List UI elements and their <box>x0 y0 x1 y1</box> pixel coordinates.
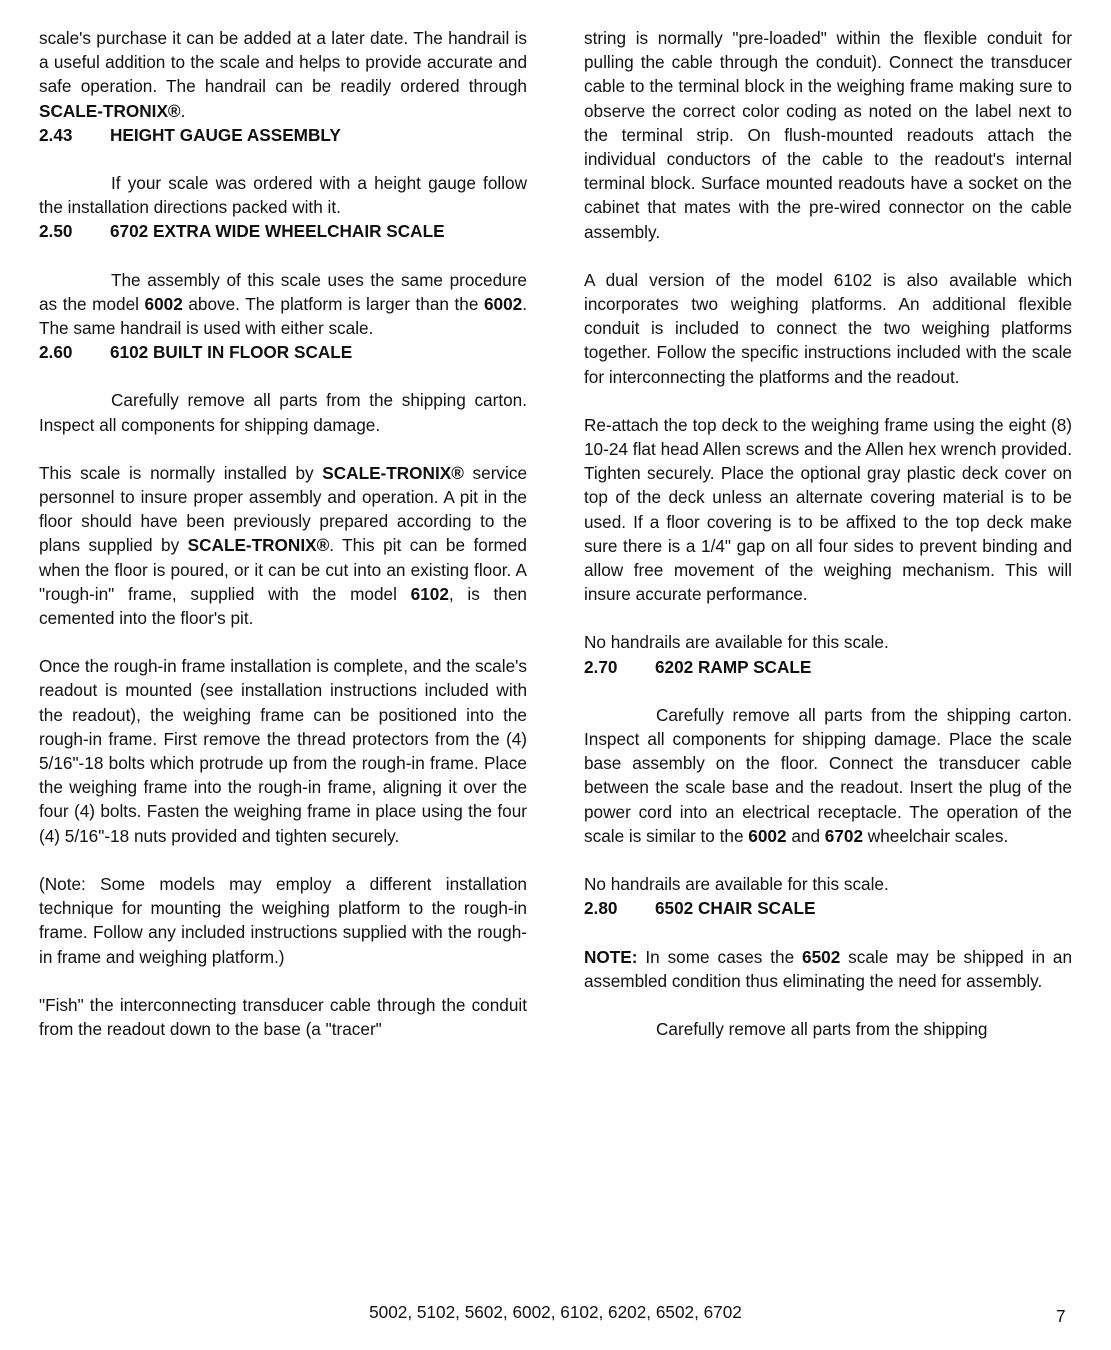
section-heading-2-60 <box>39 340 527 364</box>
section-heading-2-43 <box>39 123 527 147</box>
page-number: 7 <box>1056 1306 1066 1326</box>
model-number: 6002 <box>748 825 787 846</box>
no-handrails-note: No handrails are available for this scale. <box>584 632 889 653</box>
right-column <box>584 26 1072 1041</box>
section-title: 6202 RAMP SCALE <box>655 656 812 677</box>
brand-name: SCALE-TRONIX® <box>322 462 464 483</box>
floor-scale-unpack-paragraph: Carefully remove all parts from the shipping carton. Inspect all components for shipping damage. <box>39 390 527 435</box>
section-title: HEIGHT GAUGE ASSEMBLY <box>110 124 341 145</box>
ramp-scale-paragraph: Carefully remove all parts from the shipping carton. Inspect all components for shipping damage. Place the scale base assembly on the floor. Connect the transducer cable between the scale base and the readout. Insert the plug of the power cord into an electrical receptacle. The operation of the scale is similar to the 6002 and 6702 wheelchair scales. <box>584 704 1072 846</box>
section-title: 6102 BUILT IN FLOOR SCALE <box>110 342 353 363</box>
section-number: 2.80 <box>584 898 618 919</box>
section-number: 2.43 <box>39 124 73 145</box>
brand-name: SCALE-TRONIX® <box>187 535 330 556</box>
chair-scale-note-paragraph: NOTE: In some cases the 6502 scale may be shipped in an assembled condition thus eliminating the need for assembly. <box>584 946 1073 991</box>
wheelchair-scale-paragraph: The assembly of this scale uses the same procedure as the model 6002 above. The platform is larger than the 6002. The same handrail is used with either scale. <box>39 269 527 339</box>
section-title: 6502 CHAIR SCALE <box>655 898 816 919</box>
section-number: 2.50 <box>39 221 73 242</box>
handrail-paragraph: scale's purchase it can be added at a later date. The handrail is a useful addition to the scale and helps to provide accurate and safe operation. The handrail can be readily ordered through SCALE-TRONIX®. <box>39 28 527 121</box>
section-heading-2-50 <box>39 219 527 243</box>
no-handrails-note: No handrails are available for this scale. <box>584 874 889 895</box>
brand-name: SCALE-TRONIX® <box>39 100 181 121</box>
section-number: 2.70 <box>584 656 618 677</box>
installation-note-paragraph: (Note: Some models may employ a different installation technique for mounting the weighing platform to the rough-in frame. Follow any included instructions supplied with the rough-in frame and weighing platform.) <box>39 873 527 967</box>
section-title: 6702 EXTRA WIDE WHEELCHAIR SCALE <box>110 221 445 242</box>
model-number: 6702 <box>824 825 864 846</box>
model-number: 6002 <box>483 293 523 314</box>
top-deck-paragraph: Re-attach the top deck to the weighing frame using the eight (8) 10-24 flat head Allen screws and the Allen hex wrench provided. Tighten securely. Place the optional gray plastic deck cover on top of the deck unless an alternate covering material is to be used. If a floor covering is to be affixed to the top deck make sure there is a 1/4" gap on all four sides to prevent binding and allow free movement of the weighing mechanism. This will insure accurate performance. <box>584 414 1072 605</box>
fish-cable-paragraph: "Fish" the interconnecting transducer cable through the conduit from the readout down to the base (a "tracer" <box>39 994 527 1039</box>
section-number: 2.60 <box>39 342 73 363</box>
dual-version-paragraph: A dual version of the model 6102 is also available which incorporates two weighing platforms. An additional flexible conduit is included to connect the two weighing platforms together. Follow the specific instructions included with the scale for interconnecting the platforms and the readout. <box>584 269 1072 387</box>
left-column <box>39 26 527 1041</box>
model-number: 6002 <box>144 293 183 314</box>
floor-scale-install-paragraph: This scale is normally installed by SCALE-TRONIX® service personnel to insure proper assembly and operation. A pit in the floor should have been previously prepared according to the plans supplied by SCALE-TRONIX®. This pit can be formed when the floor is poured, or it can be cut into an existing floor. A "rough-in" frame, supplied with the model 6102, is then cemented into the floor's pit. <box>39 462 528 629</box>
transducer-cable-paragraph: string is normally "pre-loaded" within the flexible conduit for pulling the cable through the conduit). Connect the transducer cable to the terminal block in the weighing frame making sure to observe the correct color coding as noted on the label next to the terminal strip. On flush-mounted readouts attach the individual conductors of the cable to the readout's internal terminal block. Surface mounted readouts have a socket on the cabinet that mates with the pre-wired connector on the cable assembly. <box>584 28 1072 242</box>
note-label: NOTE: <box>584 946 638 967</box>
chair-scale-unpack-paragraph: Carefully remove all parts from the shipping <box>656 1018 988 1039</box>
height-gauge-paragraph: If your scale was ordered with a height gauge follow the installation directions packed with it. <box>39 173 527 218</box>
section-heading-2-70 <box>584 655 1072 679</box>
model-number: 6102 <box>410 583 449 604</box>
model-number: 6502 <box>802 946 841 967</box>
section-heading-2-80 <box>584 896 1072 920</box>
footer-model-list: 5002, 5102, 5602, 6002, 6102, 6202, 6502, 6702 <box>369 1302 742 1322</box>
rough-in-frame-paragraph: Once the rough-in frame installation is complete, and the scale's readout is mounted (see installation instructions included with the readout), the weighing frame can be positioned into the rough-in frame. First remove the thread protectors from the (4) 5/16"-18 bolts which protrude up from the rough-in frame. Place the weighing frame into the rough-in frame, aligning it over the four (4) bolts. Fasten the weighing frame in place using the four (4) 5/16"-18 nuts provided and tighten securely. <box>39 656 527 846</box>
